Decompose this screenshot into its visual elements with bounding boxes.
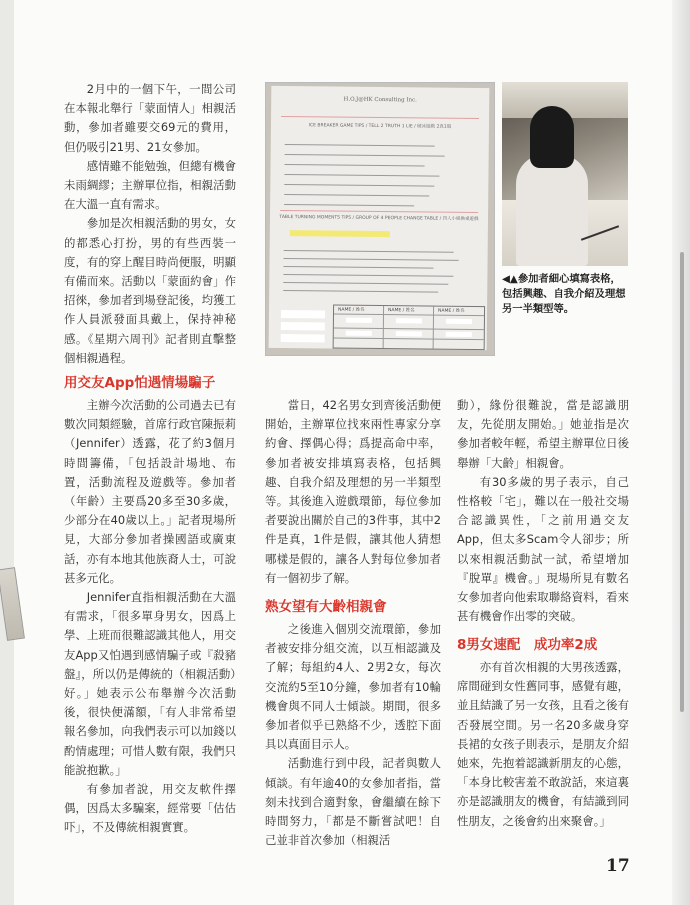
- form-photo: [265, 82, 495, 356]
- section-heading-1: 用交友App怕遇情場騙子: [64, 375, 216, 391]
- column-2-top: [265, 396, 441, 588]
- column-1-top: [64, 80, 236, 368]
- names-table: [333, 305, 485, 351]
- paragraph: 主辦今次活動的公司過去已有數次同類經驗，首席行政官陳振莉（Jennifer）透露，花了約3個月時間籌備，「包括設計場地、布置，活動流程及遊戲等。參加者（年齡）主要爲20多至30多歲，少部分在40歲以上。」記者現場所見，大部分參加者操國語或廣東話，亦有本地其他族裔人士，可說甚多元化。: [64, 398, 236, 585]
- paragraph: 當日，42名男女到齊後活動便開始，主辦單位找來兩性專家分享約會、擇偶心得；爲提高命中率，參加者被安排填寫表格，包括興趣、自我介紹及理想的另一半類型等。其後進入遊戲環節，每位參加者要說出關於自己的3件事，其中2件是真，1件是假，讓其他人猜想哪樣是假的，讓各人對每位參加者有一個初步了解。: [265, 398, 441, 585]
- paragraph: 感情雖不能勉強，但總有機會未雨綢繆；主辦單位指，相親活動在大溫一直有需求。: [64, 158, 236, 212]
- paragraph: 亦有首次相親的大男孩透露，席間碰到女性舊同事，感覺有趣，並且結識了另一女孩，且看之後有否發展空間。另一名20多歲身穿長裙的女孩子則表示，是朋友介紹她來，先抱着認識新朋友的心態，「本身比較害羞不敢說話，來這裏亦是認識朋友的機會，有結識到同性朋友，之後會約出來聚會。」: [457, 660, 629, 828]
- adjacent-page-edge: [0, 0, 14, 905]
- viewer-edge: [672, 0, 690, 905]
- page-number: 17: [606, 856, 630, 876]
- paragraph: 動），緣份很難說，當是認識朋友，先從朋友開始。」她並指是次參加者較年輕，希望主辦單位日後舉辦「大齡」相親會。: [457, 398, 629, 470]
- paragraph: 有參加者說，用交友軟件擇偶，因爲太多騙案，經常要「估估吓」，不及傳統相親實實。: [64, 782, 236, 835]
- questionnaire-sheet: [269, 86, 490, 350]
- photo-caption: ◀▲參加者細心填寫表格，包括興趣、自我介紹及理想另一半類型等。: [502, 273, 626, 315]
- paragraph: 參加是次相親活動的男女，女的都悉心打扮，男的有些西裝一度，有的穿上醒目時尚便服，明顯有備而來。活動以「蒙面約會」作招徠，參加者到場登記後，均獲工作人員派發面具戴上，保持神秘感。《星期六周刊》記者則直擊整個相親過程。: [64, 216, 236, 365]
- column-1-bottom: [64, 396, 236, 838]
- table-header: NAME / 姓名: [388, 308, 415, 314]
- magazine-page: [12, 0, 672, 905]
- column-3-bottom: [457, 658, 629, 831]
- participant-photo: [502, 82, 628, 266]
- paragraph: Jennifer直指相親活動在大溫有需求，「很多單身男女，因爲上學、上班而很難認識其他人，用交友App又怕遇到感情騙子或『殺豬盤』，所以仍是傳統的（相親活動）好。」她表示公布舉辦今次活動後，很快便滿額，「有人非常希望報名參加，向我們表示可以加錢以酌情處理；可惜人數有限，我們只能說抱歉。」: [64, 590, 236, 777]
- table-turning-section-title: TABLE TURNING MOMENTS TIPS / GROUP OF 4 PEOPLE CHANGE TABLE / 四人小組換桌遊戲: [279, 214, 479, 223]
- column-3-top: [457, 396, 629, 626]
- icebreaker-section-title: ICE BREAKER GAME TIPS / TELL 2 TRUTH 1 LIE / 破冰遊戲 2真1假: [308, 123, 452, 130]
- scrollbar[interactable]: [680, 252, 684, 712]
- table-header: NAME / 姓名: [338, 307, 365, 313]
- section-heading-3: 8男女速配 成功率2成: [457, 637, 598, 653]
- section-heading-2: 熟女望有大齡相親會: [265, 599, 387, 615]
- org-header: H.O.J@HK Consulting Inc.: [343, 96, 417, 104]
- column-2-bottom: [265, 620, 441, 850]
- paragraph: 2月中的一個下午，一間公司在本報北舉行「蒙面情人」相親活動，參加者雖要交69元的費用，但仍吸引21男、21女參加。: [64, 82, 236, 154]
- paragraph: 之後進入個別交流環節，參加者被安排分組交流，以互相認識及了解；每組約4人、2男2女，每次交流約5至10分鐘，參加者有10輪機會與不同人士傾談。期間，很多參加者似乎已熟絡不少，透腔下面具以真面目示人。: [265, 622, 441, 752]
- paragraph: 有30多歲的男子表示，自己性格較「宅」，難以在一般社交場合認識異性，「之前用過交友App，但太多Scam令人卻步；所以來相親活動試一試，希望增加『脫單』機會。」現場所見有數名女參加者向他索取聯絡資料，看來甚有機會作出零的突破。: [457, 474, 629, 624]
- paragraph: 活動進行到中段，記者與數人傾談。有年逾40的女參加者指，當刻未找到合適對象，會繼續在餘下時間努力，「都是不斷嘗試吧！自己並非首次參加（相親活: [265, 756, 441, 848]
- table-header: NAME / 姓名: [438, 308, 465, 314]
